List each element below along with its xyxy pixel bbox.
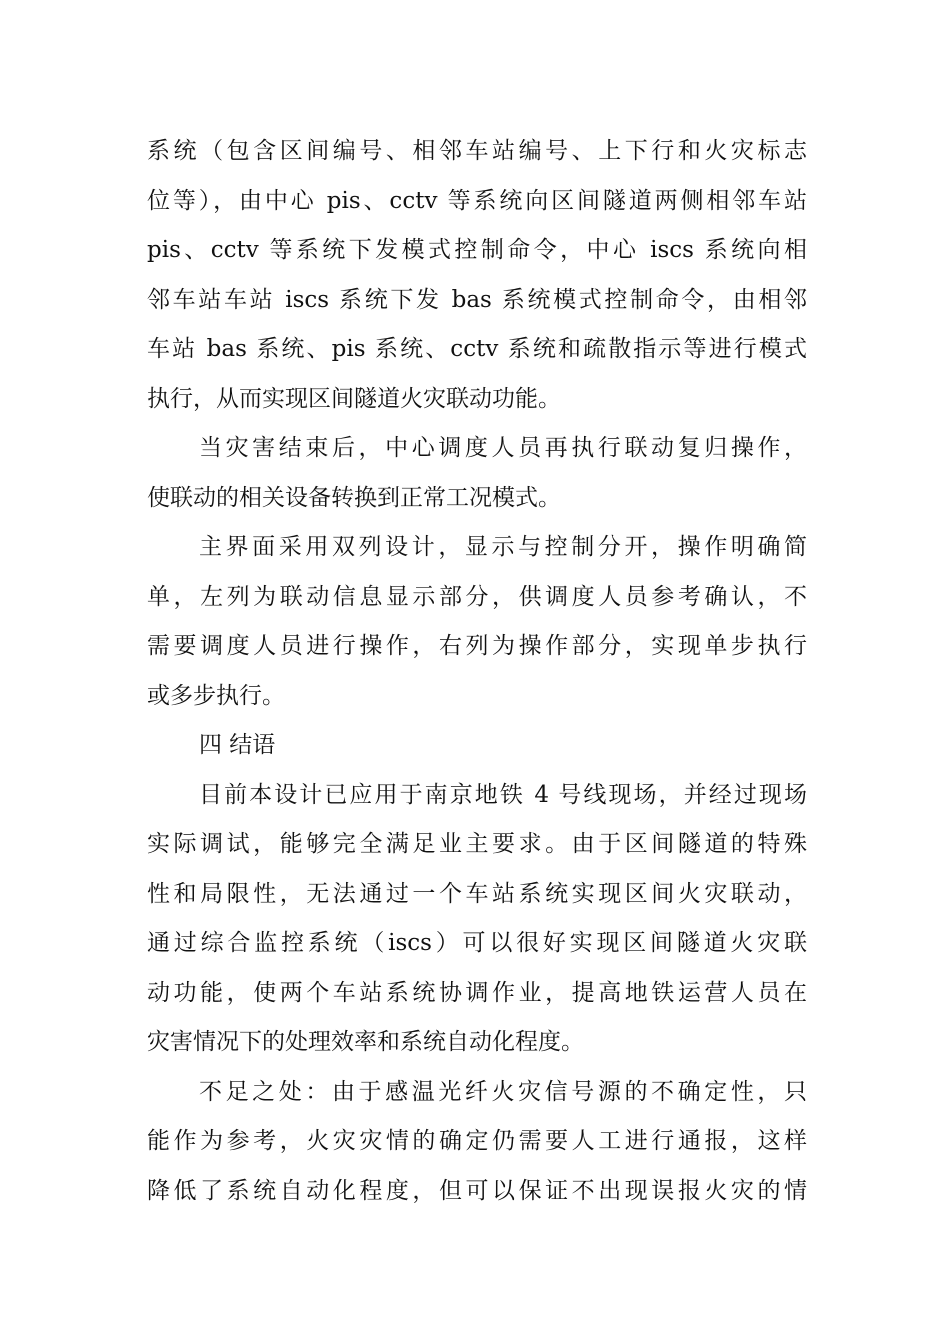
paragraph-first-line: 不足之处：由于感温光纤火灾信号源的不确定性，只 [199, 1078, 807, 1105]
text-line: 使联动的相关设备转换到正常工况模式。 [147, 484, 561, 511]
text-line: 动功能，使两个车站系统协调作业，提高地铁运营人员在 [147, 979, 807, 1006]
text-line: 降低了系统自动化程度，但可以保证不出现误报火灾的情 [147, 1177, 807, 1204]
text-line: 能作为参考，火灾灾情的确定仍需要人工进行通报，这样 [147, 1128, 807, 1154]
paragraph-first-line: 目前本设计已应用于南京地铁 4 号线现场，并经过现场 [199, 781, 807, 808]
text-line: 需要调度人员进行操作，右列为操作部分，实现单步执行 [147, 633, 807, 659]
text-line: 位等），由中心 pis、cctv 等系统向区间隧道两侧相邻车站 [147, 187, 807, 214]
text-line: 邻车站车站 iscs 系统下发 bas 系统模式控制命令，由相邻 [147, 286, 807, 313]
paragraph-first-line: 当灾害结束后，中心调度人员再执行联动复归操作， [199, 435, 807, 461]
text-line: 灾害情况下的处理效率和系统自动化程度。 [147, 1029, 584, 1055]
text-line: 系统（包含区间编号、相邻车站编号、上下行和火灾标志 [147, 138, 807, 164]
text-line: 单，左列为联动信息显示部分，供调度人员参考确认，不 [147, 583, 807, 610]
text-line: 或多步执行。 [147, 682, 285, 709]
section-heading: 四 结语 [199, 732, 276, 758]
text-line: 执行，从而实现区间隧道火灾联动功能。 [147, 385, 561, 412]
text-line: 性和局限性，无法通过一个车站系统实现区间火灾联动， [147, 880, 807, 907]
body-text [147, 127, 807, 1216]
paragraph-first-line: 主界面采用双列设计，显示与控制分开，操作明确简 [199, 534, 807, 560]
text-line: pis、cctv 等系统下发模式控制命令，中心 iscs 系统向相 [147, 237, 807, 263]
text-line: 实际调试，能够完全满足业主要求。由于区间隧道的特殊 [147, 831, 807, 857]
text-line: 通过综合监控系统（iscs）可以很好实现区间隧道火灾联 [147, 930, 807, 956]
text-line: 车站 bas 系统、pis 系统、cctv 系统和疏散指示等进行模式 [147, 336, 807, 362]
